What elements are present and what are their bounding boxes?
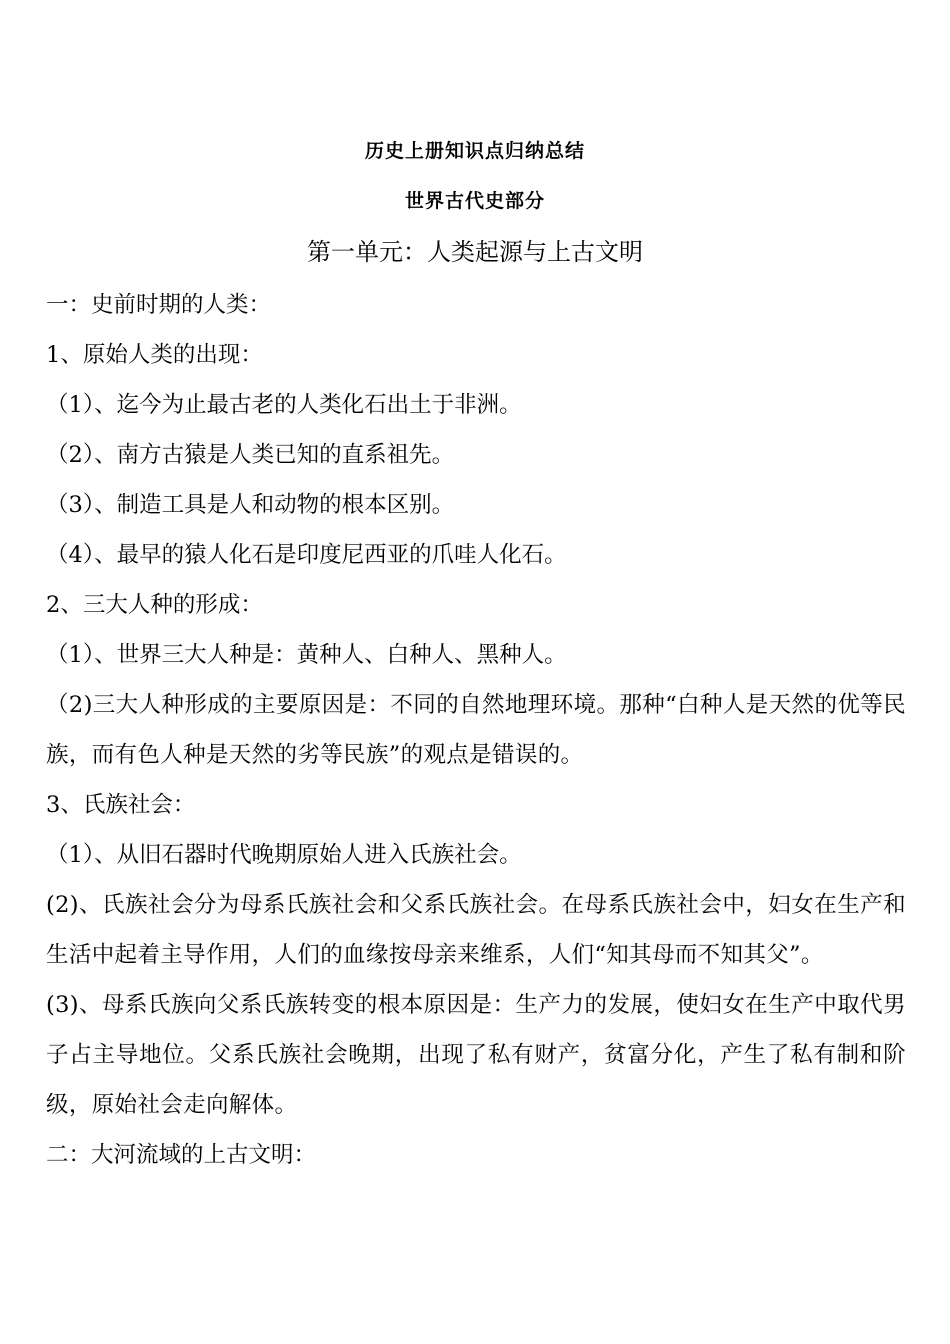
topic-1-item-3: （3）、制造工具是人和动物的根本区别。 [46,492,455,518]
topic-2-item-2: （2)三大人种形成的主要原因是：不同的自然地理环境。那种“白种人是天然的优等民族，而有色人种是天然的劣等民族”的观点是错误的。 [46,692,906,768]
topic-heading-2: 2、三大人种的形成： [46,592,263,618]
topic-2-item-1: （1）、世界三大人种是：黄种人、白种人、黑种人。 [46,642,567,668]
topic-3-item-2: (2)、氏族社会分为母系氏族社会和父系氏族社会。在母系氏族社会中，妇女在生产和生活中起着主导作用，人们的血缘按母亲来维系，人们“知其母而不知其父”。 [46,892,906,968]
unit-heading: 第一单元：人类起源与上古文明 [307,238,643,266]
topic-heading-3: 3、氏族社会： [46,792,196,818]
topic-heading-1: 1、原始人类的出现： [46,342,263,368]
topic-1-item-1: （1）、迄今为止最古老的人类化石出土于非洲。 [46,392,522,418]
topic-1-item-4: （4）、最早的猿人化石是印度尼西亚的爪哇人化石。 [46,542,567,568]
document-subtitle: 世界古代史部分 [404,190,545,212]
document-body [46,280,906,1180]
section-heading-1: 一：史前时期的人类： [46,292,272,318]
topic-3-item-1: （1）、从旧石器时代晚期原始人进入氏族社会。 [46,842,522,868]
document-title: 历史上册知识点归纳总结 [364,140,585,162]
topic-1-item-2: （2）、南方古猿是人类已知的直系祖先。 [46,442,455,468]
topic-3-item-3: (3)、母系氏族向父系氏族转变的根本原因是：生产力的发展，使妇女在生产中取代男子占主导地位。父系氏族社会晚期，出现了私有财产，贫富分化，产生了私有制和阶级，原始社会走向解体。 [46,992,906,1118]
section-heading-2: 二：大河流域的上古文明： [46,1142,317,1168]
